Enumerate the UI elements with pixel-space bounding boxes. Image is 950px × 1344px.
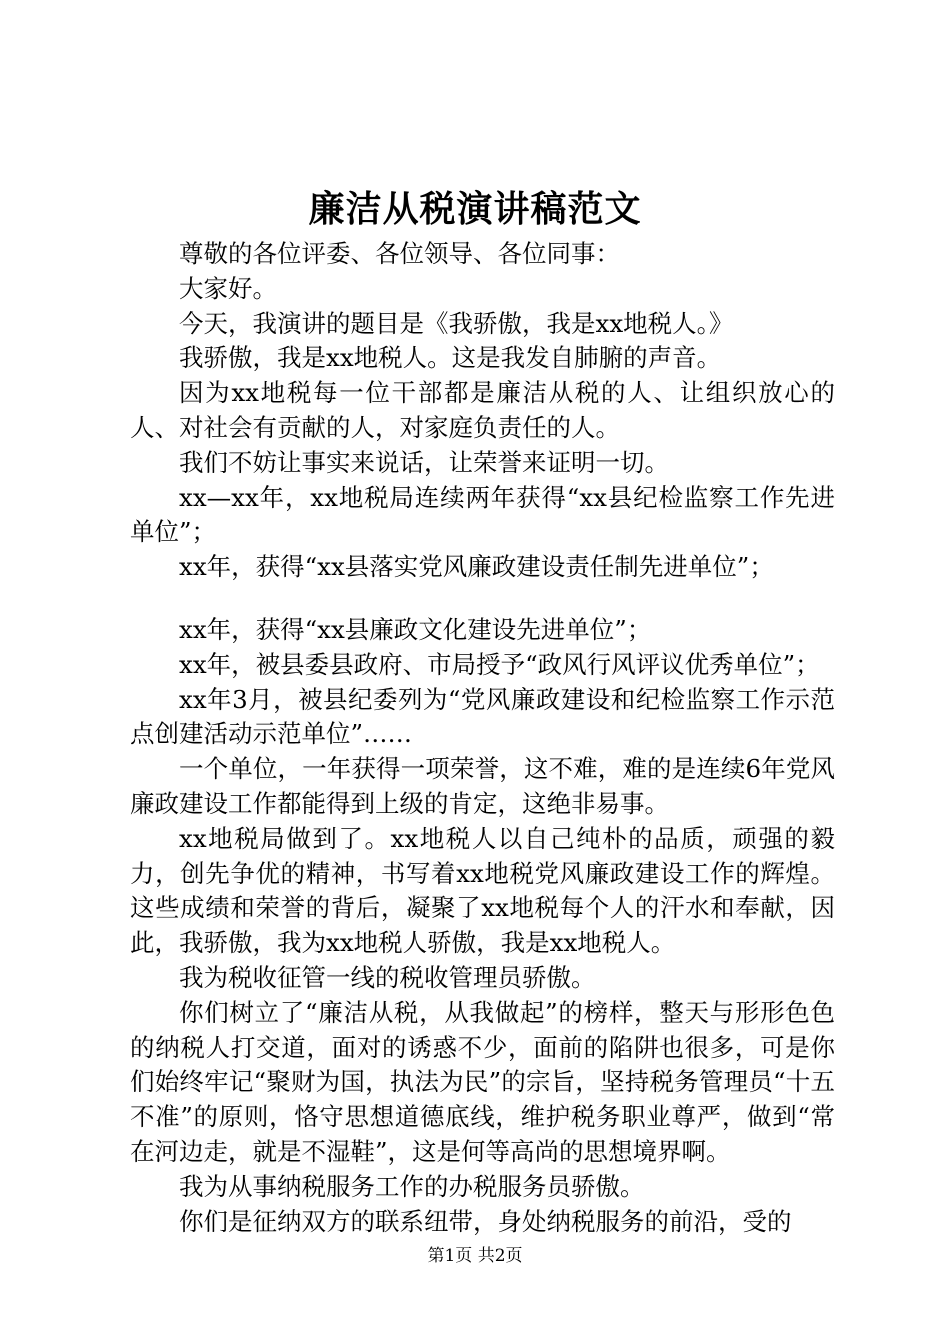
paragraph: 一个单位，一年获得一项荣誉，这不难，难的是连续6年党风廉政建设工作都能得到上级的肯定，这绝非易事。 (130, 754, 835, 818)
paragraph: 我骄傲，我是xx地税人。这是我发自肺腑的声音。 (179, 343, 722, 373)
paragraph: xx年3月，被县纪委列为“党风廉政建设和纪检监察工作示范点创建活动示范单位”…… (130, 684, 835, 749)
document-body (130, 237, 835, 1239)
paragraph: xx年，被县委县政府、市局授予“政风行风评议优秀单位”； (179, 649, 820, 679)
paragraph: 你们树立了“廉洁从税，从我做起”的榜样，整天与形形色色的纳税人打交道，面对的诱惑不少，面前的陷阱也很多，可是你们始终牢记“聚财为国，执法为民”的宗旨，坚持税务管理员“十五不准”的原则，恪守思想道德底线，维护税务职业尊严，做到“常在河边走，就是不湿鞋”，这是何等高尚的思想境界啊。 (130, 997, 835, 1166)
paragraph: xx年，获得“xx县廉政文化建设先进单位”； (179, 614, 652, 644)
paragraph: 我为税收征管一线的税收管理员骄傲。 (179, 962, 596, 992)
paragraph: 我们不妨让事实来说话，让荣誉来证明一切。 (179, 447, 669, 477)
paragraph: 今天，我演讲的题目是《我骄傲，我是xx地税人。》 (179, 308, 734, 338)
paragraph: xx年，获得“xx县落实党风廉政建设责任制先进单位”； (179, 552, 774, 582)
paragraph: 大家好。 (179, 273, 277, 303)
paragraph: 你们是征纳双方的联系纽带，身处纳税服务的前沿，受的 (179, 1206, 792, 1236)
paragraph: xx—xx年，xx地税局连续两年获得“xx县纪检监察工作先进单位”； (130, 482, 835, 547)
paragraph: 尊敬的各位评委、各位领导、各位同事： (179, 239, 620, 268)
paragraph: xx地税局做到了。xx地税人以自己纯朴的品质，顽强的毅力，创先争优的精神，书写着xx地税党风廉政建设工作的辉煌。这些成绩和荣誉的背后，凝聚了xx地税每个人的汗水和奉献，因此，我骄傲，我为xx地税人骄傲，我是xx地税人。 (130, 823, 835, 958)
paragraph: 我为从事纳税服务工作的办税服务员骄傲。 (179, 1171, 645, 1201)
document-title: 廉洁从税演讲稿范文 (308, 188, 642, 230)
page-number-footer: 第1页 共2页 (427, 1246, 523, 1266)
paragraph: 因为xx地税每一位干部都是廉洁从税的人、让组织放心的人、对社会有贡献的人，对家庭负责任的人。 (130, 378, 835, 442)
